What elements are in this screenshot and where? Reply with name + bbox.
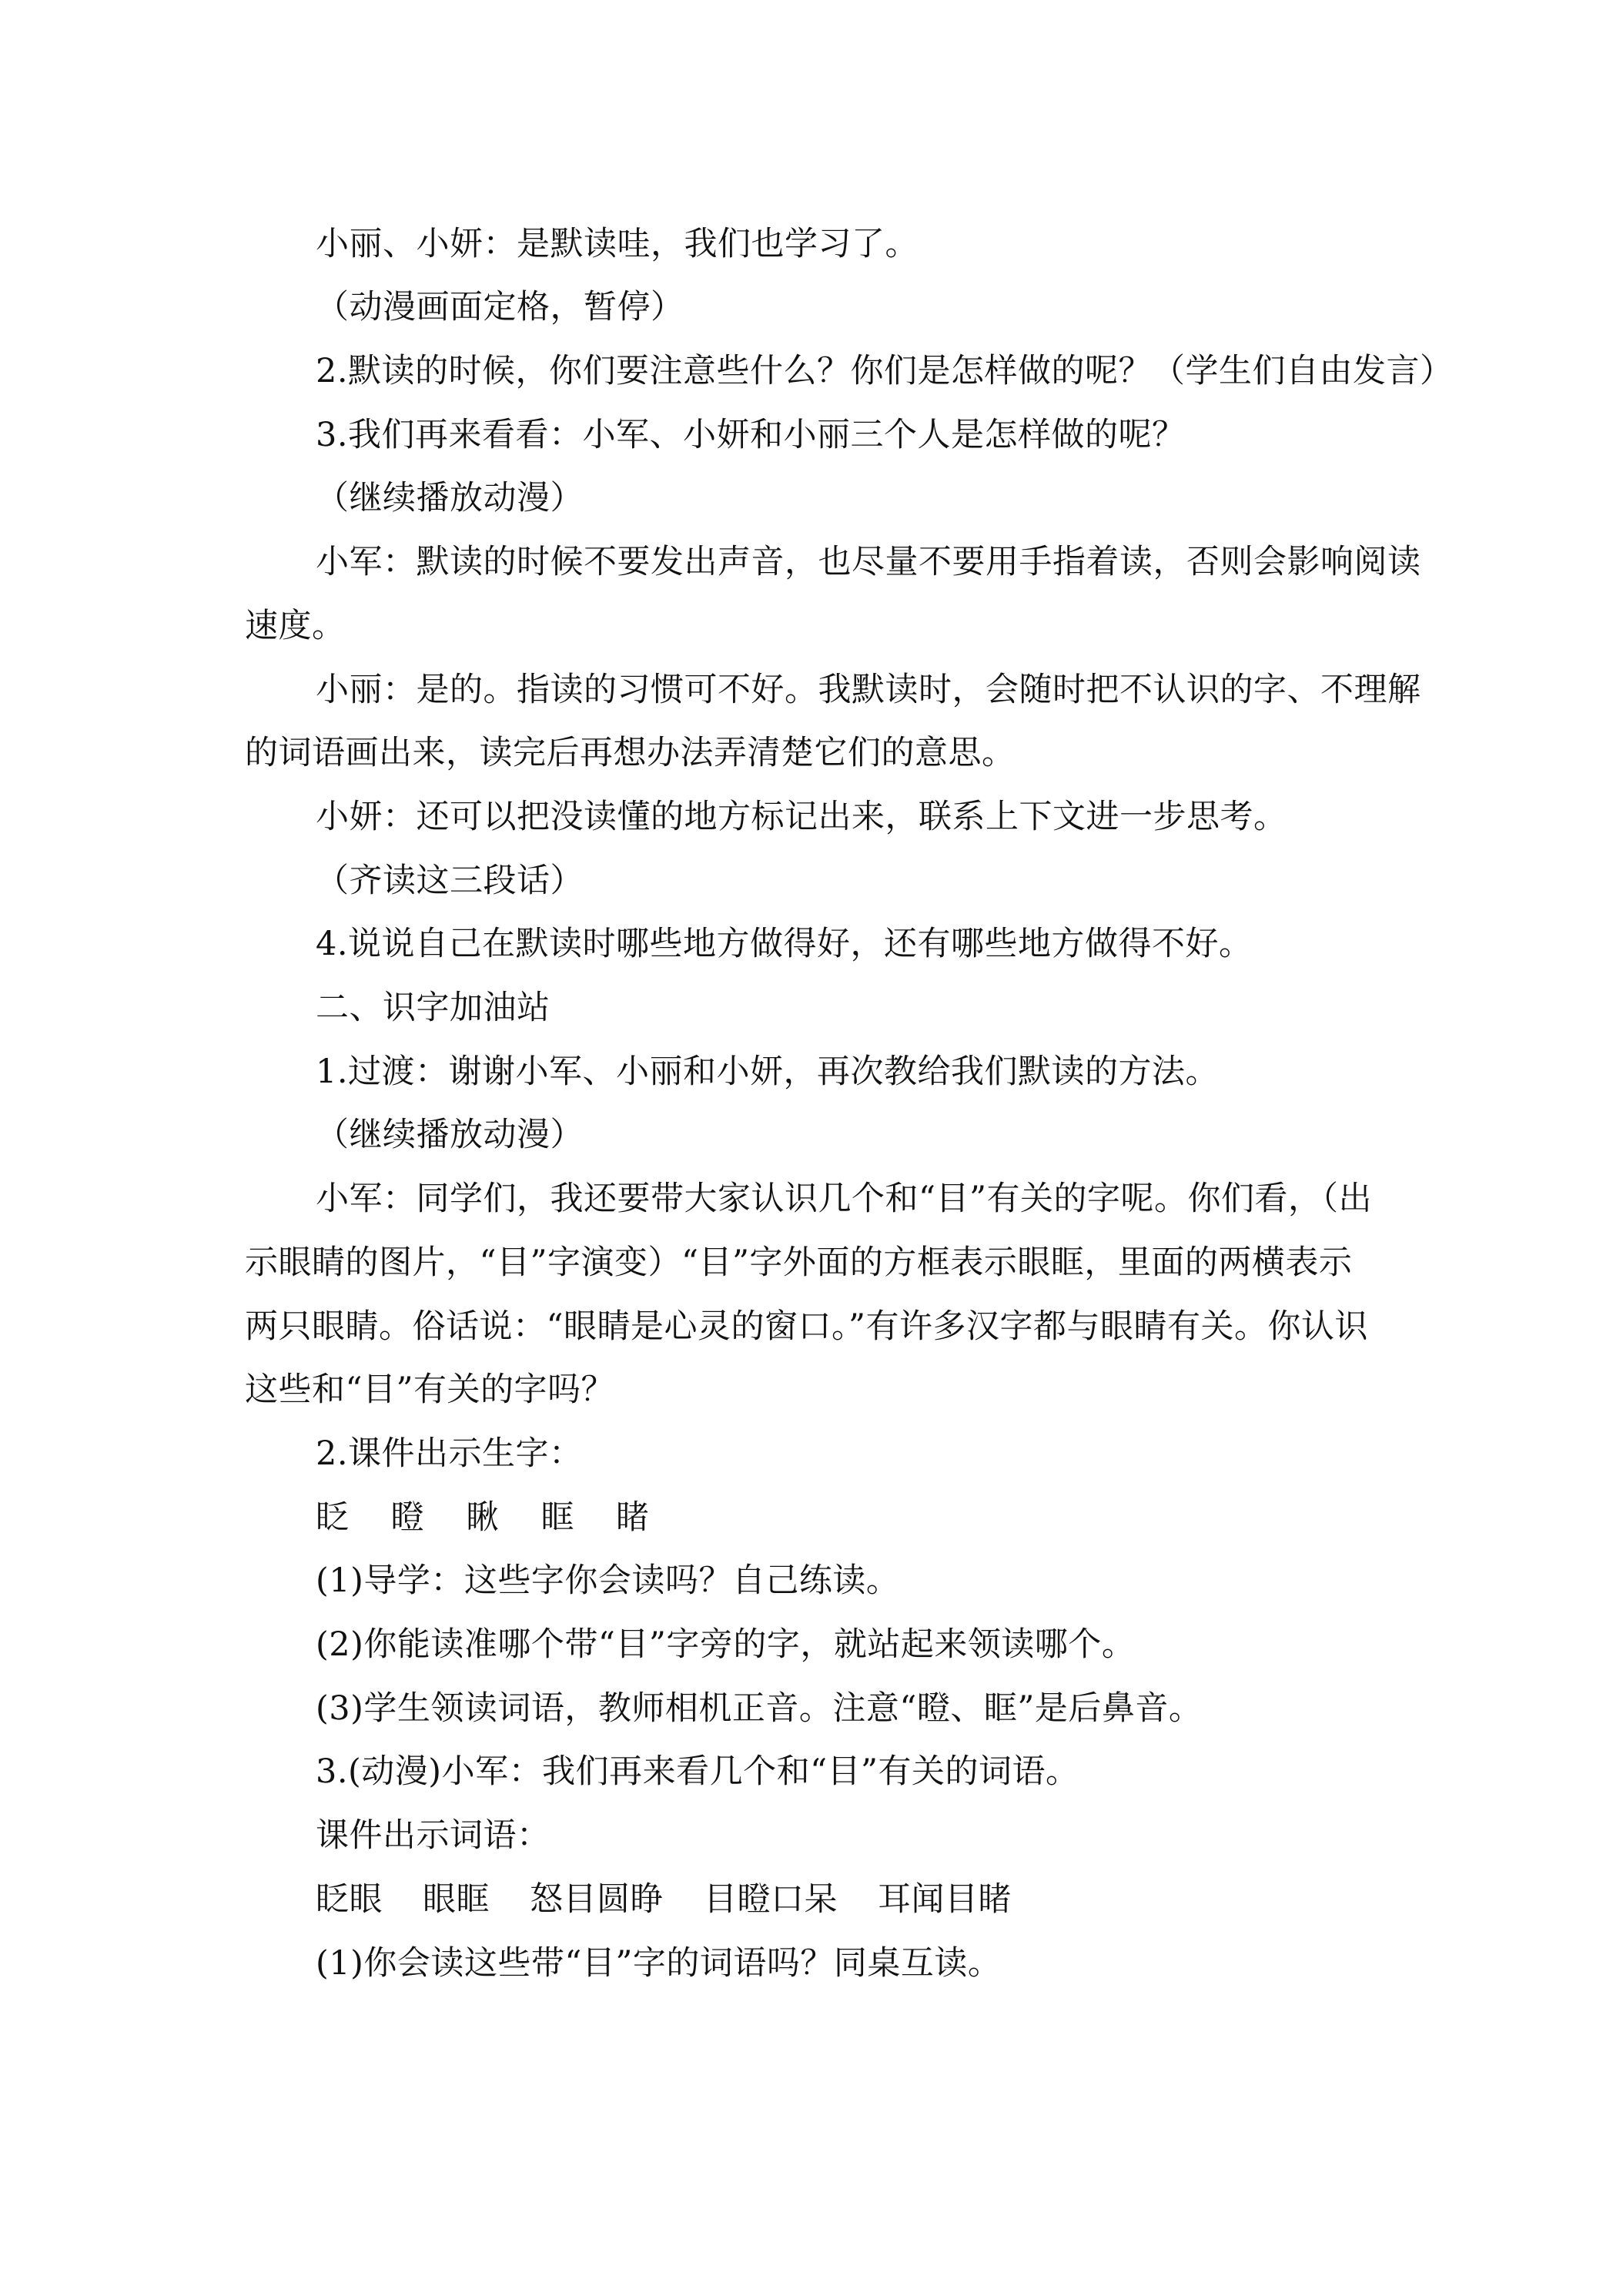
- paragraph-continuation: 速度。: [245, 607, 346, 645]
- paragraph-continuation: 的词语画出来，读完后再想办法弄清楚它们的意思。: [245, 734, 1016, 772]
- section-heading: 二、识字加油站: [316, 989, 550, 1027]
- paragraph-continuation: 两只眼睛。俗话说：“眼睛是心灵的窗口。”有许多汉字都与眼睛有关。你认识: [245, 1307, 1368, 1346]
- paragraph: 1.过渡：谢谢小军、小丽和小妍，再次教给我们默读的方法。: [316, 1053, 1220, 1091]
- character-item: 瞅: [466, 1498, 500, 1537]
- paragraph: （动漫画面定格，暂停）: [316, 288, 684, 326]
- paragraph: (1)导学：这些字你会读吗？自己练读。: [316, 1561, 900, 1600]
- paragraph: 课件出示词语：: [316, 1816, 550, 1855]
- character-item: 眶: [540, 1498, 574, 1537]
- paragraph: 小军：默读的时候不要发出声音，也尽量不要用手指着读，否则会影响阅读: [316, 543, 1421, 581]
- paragraph: 小丽：是的。指读的习惯可不好。我默读时，会随时把不认识的字、不理解: [316, 671, 1421, 709]
- word-item: 眼眶: [423, 1880, 490, 1919]
- paragraph-continuation: 示眼睛的图片，“目”字演变）“目”字外面的方框表示眼眶，里面的两横表示: [245, 1243, 1353, 1282]
- word-item: 目瞪口呆: [704, 1880, 838, 1919]
- character-list: [316, 1498, 650, 1537]
- paragraph: 2.默读的时候，你们要注意些什么？你们是怎样做的呢？（学生们自由发言）: [316, 352, 1454, 390]
- paragraph: 4.说说自己在默读时哪些地方做得好，还有哪些地方做得不好。: [316, 925, 1253, 963]
- paragraph: （继续播放动漫）: [316, 1116, 584, 1154]
- paragraph: （齐读这三段话）: [316, 862, 584, 900]
- character-item: 眨: [316, 1498, 350, 1537]
- paragraph: 小军：同学们，我还要带大家认识几个和“目”有关的字呢。你们看，（出: [316, 1180, 1372, 1218]
- paragraph: 小丽、小妍：是默读哇，我们也学习了。: [316, 225, 919, 263]
- paragraph-continuation: 这些和“目”有关的字吗？: [245, 1371, 614, 1409]
- paragraph: 小妍：还可以把没读懂的地方标记出来，联系上下文进一步思考。: [316, 798, 1287, 836]
- paragraph: （继续播放动漫）: [316, 479, 584, 517]
- paragraph: (1)你会读这些带“目”字的词语吗？同桌互读。: [316, 1944, 1002, 1983]
- character-item: 瞪: [390, 1498, 424, 1537]
- paragraph: (2)你能读准哪个带“目”字旁的字，就站起来领读哪个。: [316, 1625, 1136, 1664]
- word-list: [316, 1880, 1012, 1919]
- paragraph: (3)学生领读词语，教师相机正音。注意“瞪、眶”是后鼻音。: [316, 1689, 1203, 1728]
- paragraph: 2.课件出示生字：: [316, 1434, 583, 1473]
- paragraph: 3.(动漫)小军：我们再来看几个和“目”有关的词语。: [316, 1752, 1079, 1791]
- word-item: 眨眼: [316, 1880, 383, 1919]
- character-item: 睹: [616, 1498, 650, 1537]
- paragraph: 3.我们再来看看：小军、小妍和小丽三个人是怎样做的呢？: [316, 416, 1186, 454]
- word-item: 怒目圆睁: [530, 1880, 664, 1919]
- word-item: 耳闻目睹: [878, 1880, 1012, 1919]
